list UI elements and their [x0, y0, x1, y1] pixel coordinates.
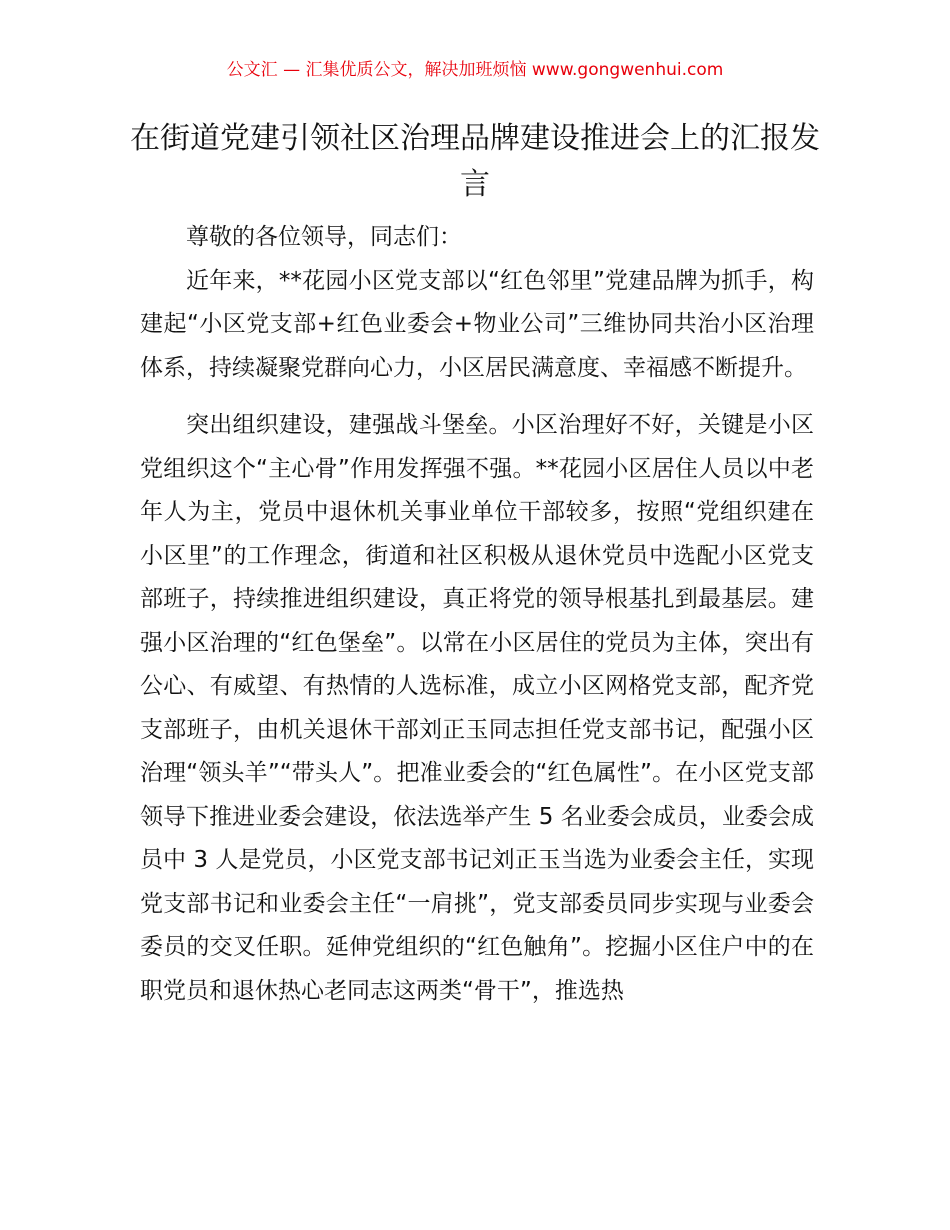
salutation: 尊敬的各位领导，同志们： [186, 224, 462, 250]
document-body [140, 216, 814, 1013]
site-banner: 公文汇 — 汇集优质公文，解决加班烦恼 www.gongwenhui.com [226, 60, 724, 80]
paragraph-intro: 近年来，**花园小区党支部以“红色邻里”党建品牌为抓手，构建起“小区党支部+红色业委会+物业公司”三维协同共治小区治理体系，持续凝聚党群向心力，小区居民满意度、幸福感不断提升。 [140, 267, 814, 381]
paragraph-organization-building: 突出组织建设，建强战斗堡垒。小区治理好不好，关键是小区党组织这个“主心骨”作用发挥强不强。**花园小区居住人员以中老年人为主，党员中退休机关事业单位干部较多，按照“党组织建在小区里”的工作理念，街道和社区积极从退休党员中选配小区党支部班子，持续推进组织建设，真正将党的领导根基扎到最基层。建强小区治理的“红色堡垒”。以常在小区居住的党员为主体，突出有公心、有威望、有热情的人选标准，成立小区网格党支部，配齐党支部班子，由机关退休干部刘正玉同志担任党支部书记，配强小区治理“领头羊”“带头人”。把准业委会的“红色属性”。在小区党支部领导下推进业委会建设，依法选举产生 5 名业委会成员，业委会成员中 3 人是党员，小区党支部书记刘正玉当选为业委会主任，实现党支部书记和业委会主任“一肩挑”，党支部委员同步实现与业委会委员的交叉任职。延伸党组织的“红色触角”。挖掘小区住户中的在职党员和退休热心老同志这两类“骨干”，推选热 [140, 412, 814, 1004]
document-title: 在街道党建引领社区治理品牌建设推进会上的汇报发言 [130, 121, 820, 202]
